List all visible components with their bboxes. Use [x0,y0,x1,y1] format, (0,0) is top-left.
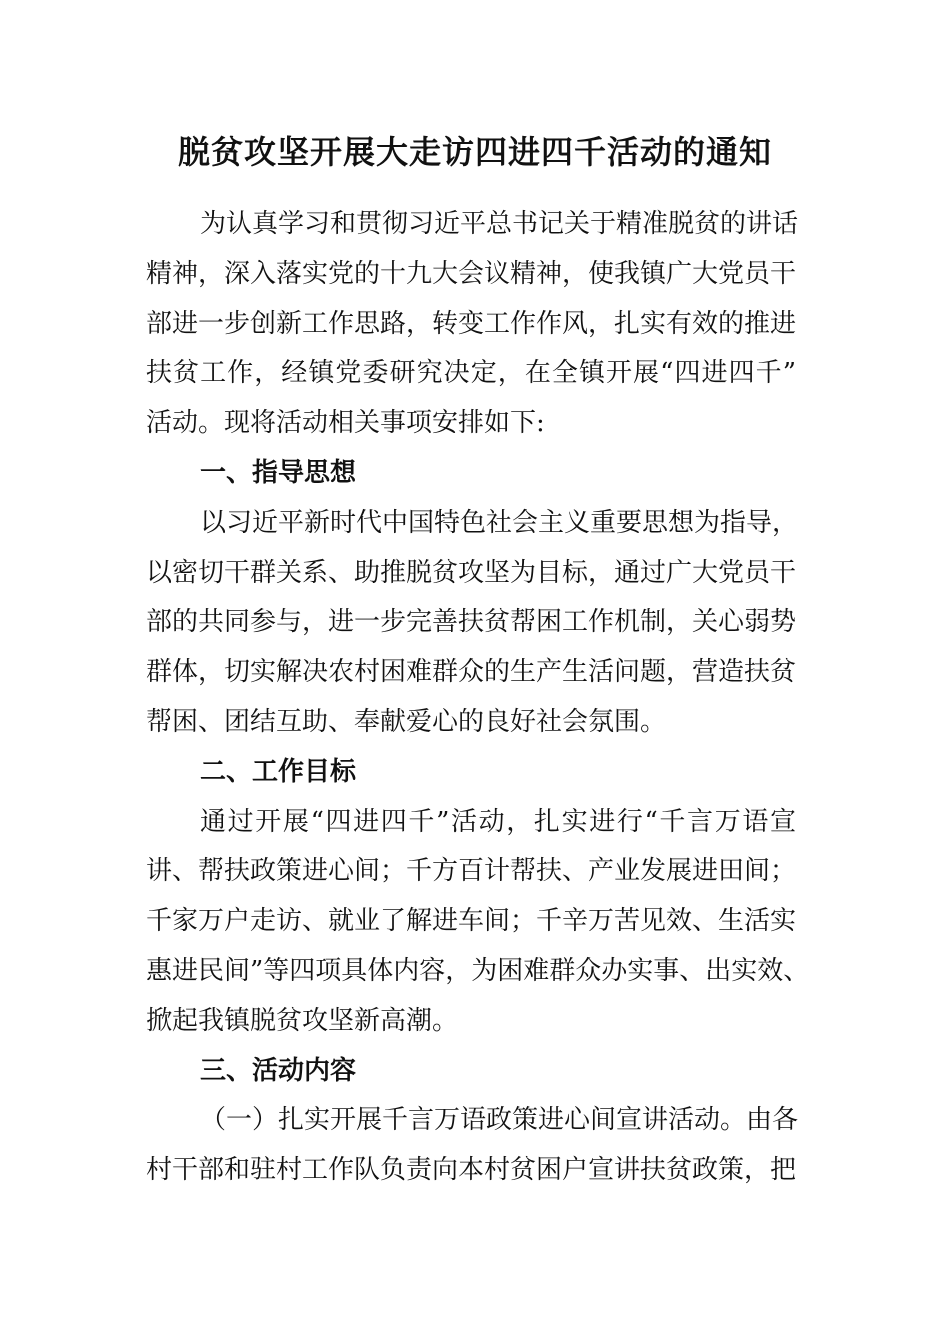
paragraph-line: 惠进民间”等四项具体内容，为困难群众办实事、出实效、 [146,955,810,986]
paragraph-line: 以习近平新时代中国特色社会主义重要思想为指导， [200,507,799,538]
paragraph-line: 以密切干群关系、助推脱贫攻坚为目标，通过广大党员干 [146,557,797,588]
paragraph-line: 部的共同参与，进一步完善扶贫帮困工作机制，关心弱势 [146,607,797,638]
document-body [146,200,810,1196]
section-heading-guiding-ideology: 一、指导思想 [200,457,357,488]
paragraph-line: 帮困、团结互助、奉献爱心的良好社会氛围。 [146,706,667,737]
document-title: 脱贫攻坚开展大走访四进四千活动的通知 [177,133,772,171]
intro-line: 扶贫工作，经镇党委研究决定，在全镇开展“四进四千” [146,358,796,389]
section-paragraph-work-goals [146,798,810,1047]
paragraph-line: （一）扎实开展千言万语政策进心间宣讲活动。由各 [200,1105,799,1136]
paragraph-line: 村干部和驻村工作队负责向本村贫困户宣讲扶贫政策，把 [146,1155,797,1186]
intro-line: 为认真学习和贯彻习近平总书记关于精准脱贫的讲话 [200,209,799,239]
paragraph-line: 群体，切实解决农村困难群众的生产生活问题，营造扶贫 [146,657,797,688]
intro-paragraph [146,200,799,449]
section-paragraph-guiding-ideology [146,499,799,748]
paragraph-line: 千家万户走访、就业了解进车间；千辛万苦见效、生活实 [146,906,797,937]
intro-line: 活动。现将活动相关事项安排如下: [146,408,545,439]
intro-line: 部进一步创新工作思路，转变工作作风，扎实有效的推进 [146,308,797,339]
paragraph-line: 通过开展“四进四千”活动，扎实进行“千言万语宣 [200,806,796,837]
section-heading-work-goals: 二、工作目标 [200,756,357,787]
paragraph-line: 掀起我镇脱贫攻坚新高潮。 [146,1005,459,1036]
section-paragraph-activity-content [146,1096,799,1196]
paragraph-line: 讲、帮扶政策进心间；千方百计帮扶、产业发展进田间； [146,856,797,887]
intro-line: 精神，深入落实党的十九大会议精神，使我镇广大党员干 [146,258,797,289]
section-heading-activity-content: 三、活动内容 [200,1055,357,1086]
